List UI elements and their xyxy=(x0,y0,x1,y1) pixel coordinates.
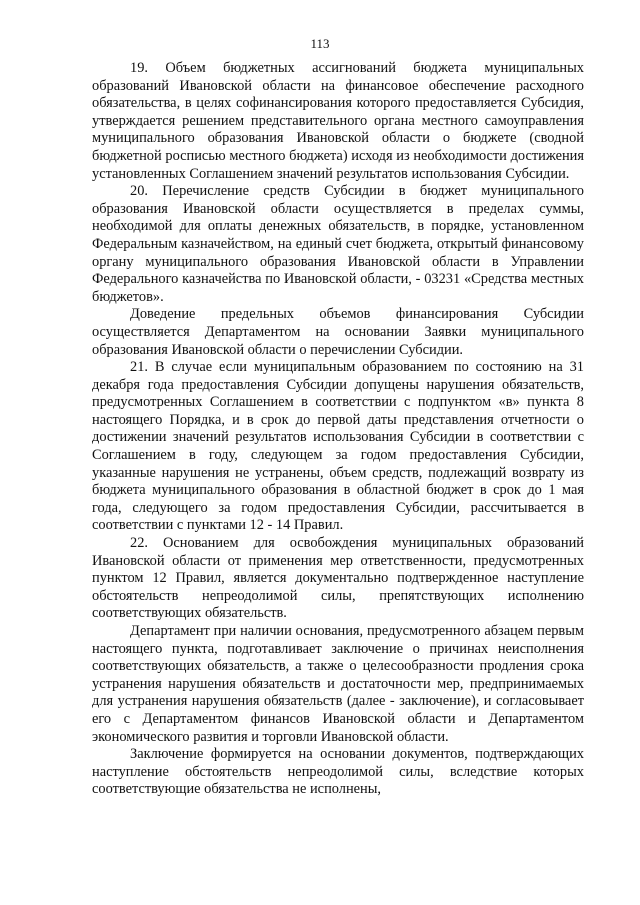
paragraph-22: 22. Основанием для освобождения муниципальных образований Ивановской области от применения мер ответственности, предусмотренных пунктом 12 Правил, является документально подтвержденное наступление обстоятельств непреодолимой силы, препятствующих исполнению соответствующих обязательств. xyxy=(92,535,584,622)
paragraph-22-department-conclusion: Департамент при наличии основания, предусмотренного абзацем первым настоящего пункта, подготавливает заключение о причинах неисполнения соответствующих обязательств, а также о целесообразности продления срока устранения нарушения обязательств и достаточности мер, предпринимаемых для устранения нарушения обязательств (далее - заключение), и согласовывает его с Департаментом финансов Ивановской области и Департаментом экономического развития и торговли Ивановской области. xyxy=(92,623,584,745)
paragraph-21: 21. В случае если муниципальным образованием по состоянию на 31 декабря года предоставления Субсидии допущены нарушения обязательств, предусмотренных Соглашением в соответствии с подпунктом «в» пункта 8 настоящего Порядка, и в срок до первой даты представления отчетности о достижении значений результатов использования Субсидии в соответствии с Соглашением в году, следующем за годом предоставления Субсидии, указанные нарушения не устранены, объем средств, подлежащий возврату из бюджета муниципального образования в областной бюджет в срок до 1 мая года, следующего за годом предоставления Субсидии, рассчитывается в соответствии с пунктами 12 - 14 Правил. xyxy=(92,359,584,534)
document-body xyxy=(92,60,584,799)
paragraph-19: 19. Объем бюджетных ассигнований бюджета муниципальных образований Ивановской области на финансовое обеспечение расходного обязательства, в целях софинансирования которого предоставляется Субсидия, утверждается решением представительного органа местного самоуправления муниципального образования Ивановской области о бюджете (сводной бюджетной росписью местного бюджета) исходя из необходимости достижения установленных Соглашением значений результатов использования Субсидии. xyxy=(92,60,584,182)
page-number: 113 xyxy=(310,36,330,51)
paragraph-20: 20. Перечисление средств Субсидии в бюджет муниципального образования Ивановской области осуществляется в пределах суммы, необходимой для оплаты денежных обязательств, в порядке, установленном Федеральным казначейством, на единый счет бюджета, открытый финансовому органу муниципального образования Ивановской области в Управлении Федерального казначейства по Ивановской области, - 03231 «Средства местных бюджетов». xyxy=(92,183,584,305)
paragraph-22-conclusion-basis: Заключение формируется на основании документов, подтверждающих наступление обстоятельств непреодолимой силы, вследствие которых соответствующие обязательства не исполнены, xyxy=(92,746,584,798)
paragraph-20-funding-limits: Доведение предельных объемов финансирования Субсидии осуществляется Департаментом на основании Заявки муниципального образования Ивановской области о перечислении Субсидии. xyxy=(92,306,584,358)
